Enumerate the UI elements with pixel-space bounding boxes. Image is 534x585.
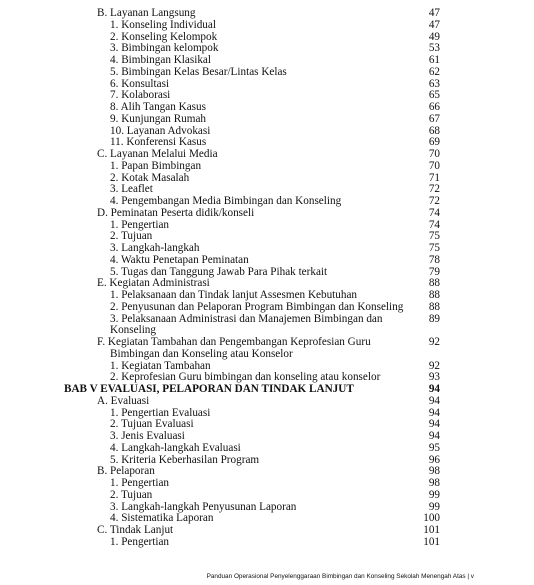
toc-page-number: 94 xyxy=(428,418,440,431)
toc-page-number: 88 xyxy=(428,300,440,313)
toc-page-number: 63 xyxy=(428,77,440,90)
toc-entry-title: 3. Bimbingan kelompok xyxy=(110,42,219,55)
toc-page-number: 68 xyxy=(428,124,440,137)
toc-entry-title: D. Peminatan Peserta didik/konseli xyxy=(97,206,255,219)
toc-entry-title: C. Layanan Melalui Media xyxy=(97,148,218,160)
toc-entry-title: 1. Konseling Individual xyxy=(110,18,216,31)
toc-entry-title: 4. Sistematika Laporan xyxy=(110,512,214,525)
toc-page-number: 99 xyxy=(428,488,440,501)
toc-entry-title: 1. Pelaksanaan dan Tindak lanjut Assesmen Kebutuhan xyxy=(110,289,358,301)
toc-entry-title: 8. Alih Tangan Kasus xyxy=(110,101,206,113)
toc-page-number: 70 xyxy=(428,148,440,160)
toc-page-number: 74 xyxy=(428,218,440,231)
toc-entry-title: 1. Pengertian xyxy=(110,535,170,548)
toc-entry-title: 3. Jenis Evaluasi xyxy=(110,430,185,442)
toc-page-number: 96 xyxy=(428,453,440,466)
toc-page-number: 99 xyxy=(428,500,440,513)
page-footer: Panduan Operasional Penyelenggaraan Bimbingan dan Konseling Sekolah Menengah Atas | v xyxy=(206,573,474,580)
toc-page-number: 72 xyxy=(428,195,440,207)
toc-entry-title: 5. Kriteria Keberhasilan Program xyxy=(110,453,260,466)
toc-entry-title: 7. Kolaborasi xyxy=(110,89,171,102)
toc-entry-title: 4. Pengembangan Media Bimbingan dan Konseling xyxy=(110,195,342,207)
toc-entry-title: Konseling xyxy=(110,324,156,337)
toc-entry-title: 4. Langkah-langkah Evaluasi xyxy=(110,441,241,454)
toc-page-number: 98 xyxy=(428,477,440,489)
toc-page-number: 88 xyxy=(428,289,440,301)
toc-entry-title: 4. Bimbingan Klasikal xyxy=(110,54,211,66)
toc-entry-title: 1. Pengertian xyxy=(110,218,170,231)
toc-entry-title: 11. Konferensi Kasus xyxy=(110,136,207,149)
toc-page-number: 98 xyxy=(428,465,440,478)
toc-page-number: 89 xyxy=(428,312,440,325)
toc-page-number: 94 xyxy=(428,383,440,395)
toc-page-number: 49 xyxy=(428,30,440,43)
toc-entry-title: 1. Pengertian Evaluasi xyxy=(110,406,211,419)
toc-page-number: 88 xyxy=(428,277,440,290)
toc-entry-title: 1. Kegiatan Tambahan xyxy=(110,359,211,372)
toc-page-number: 94 xyxy=(428,394,440,407)
toc-page-number: 101 xyxy=(423,524,440,536)
toc-page-number: 65 xyxy=(428,89,440,102)
toc-entry-title: A. Evaluasi xyxy=(97,394,150,407)
toc-entry-title: 2. Konseling Kelompok xyxy=(110,30,218,43)
toc-page-number: 95 xyxy=(428,441,440,454)
toc-page-number: 70 xyxy=(428,159,440,172)
toc-entry-title: 10. Layanan Advokasi xyxy=(110,124,211,137)
toc-page-number: 61 xyxy=(428,54,440,66)
toc-entry-title: E. Kegiatan Administrasi xyxy=(97,277,210,290)
toc-page-number: 92 xyxy=(428,359,440,372)
toc-entry-title: 9. Kunjungan Rumah xyxy=(110,112,207,125)
toc-page-number: 92 xyxy=(428,336,440,348)
toc-entry-title: C. Tindak Lanjut xyxy=(97,524,174,536)
toc-page-number: 69 xyxy=(428,136,440,149)
toc-page-number: 75 xyxy=(428,242,440,254)
toc-entry-title: 3. Pelaksanaan Administrasi dan Manajemen Bimbingan dan xyxy=(110,312,383,325)
toc-entry-title: 5. Bimbingan Kelas Besar/Lintas Kelas xyxy=(110,65,287,78)
toc-entry-title: 2. Tujuan xyxy=(110,230,153,243)
toc-entry-title: 2. Tujuan xyxy=(110,488,153,501)
toc-page-number: 47 xyxy=(428,7,440,19)
toc-page-number: 72 xyxy=(428,183,440,196)
toc-entry-title: 2. Kotak Masalah xyxy=(110,171,190,184)
toc-page-number: 74 xyxy=(428,206,440,219)
toc-page-number: 100 xyxy=(423,512,440,525)
toc-entry-title: Bimbingan dan Konseling atau Konselor xyxy=(110,347,293,360)
toc-page-number: 66 xyxy=(428,101,440,113)
toc-page-number: 62 xyxy=(428,65,440,78)
toc-entry-title: 3. Langkah-langkah xyxy=(110,242,200,254)
toc-entry-title: 3. Leaflet xyxy=(110,183,153,196)
toc-page-number: 93 xyxy=(428,371,440,384)
toc-entry-title: B. Layanan Langsung xyxy=(97,7,196,19)
toc-page-number: 94 xyxy=(428,430,440,442)
toc-page-number: 79 xyxy=(428,265,440,278)
toc-page-number: 75 xyxy=(428,230,440,243)
toc-entry-title: 2. Tujuan Evaluasi xyxy=(110,418,194,431)
toc-entry-title: 2. Keprofesian Guru bimbingan dan konseling atau konselor xyxy=(110,371,381,384)
toc-page-number: 71 xyxy=(428,171,440,184)
toc-page-number: 101 xyxy=(423,535,440,548)
toc-entry-title: F. Kegiatan Tambahan dan Pengembangan Keprofesian Guru xyxy=(97,336,371,348)
toc-entry-title: 1. Pengertian xyxy=(110,477,170,489)
toc-page-number: 78 xyxy=(428,253,440,266)
toc-page-number: 53 xyxy=(428,42,440,55)
toc-entry-title: 5. Tugas dan Tanggung Jawab Para Pihak terkait xyxy=(110,265,328,278)
toc-entry-title: 6. Konsultasi xyxy=(110,77,170,90)
toc-entry-title: 2. Penyusunan dan Pelaporan Program Bimbingan dan Konseling xyxy=(110,300,404,313)
toc-page-number: 67 xyxy=(428,112,440,125)
toc-entry-title: 4. Waktu Penetapan Peminatan xyxy=(110,253,249,266)
toc-page-number: 47 xyxy=(428,18,440,31)
toc-entry-title: 3. Langkah-langkah Penyusunan Laporan xyxy=(110,500,297,513)
toc-entry-title: BAB V EVALUASI, PELAPORAN DAN TINDAK LANJUT xyxy=(64,383,354,395)
toc-page-number: 94 xyxy=(428,406,440,419)
toc-entry-title: B. Pelaporan xyxy=(97,465,155,478)
toc-entry-title: 1. Papan Bimbingan xyxy=(110,159,202,172)
